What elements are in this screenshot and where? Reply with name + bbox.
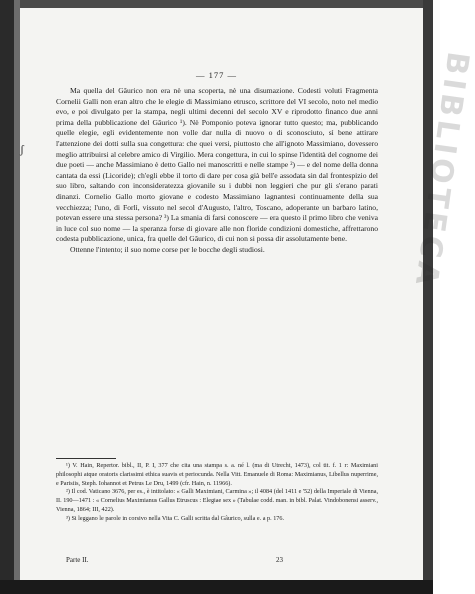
scan-edge-bottom <box>0 580 433 594</box>
signature-mark: Parte II. <box>66 556 89 564</box>
sheet-number: 23 <box>276 556 283 564</box>
body-text <box>56 86 378 256</box>
scan-edge-left <box>0 0 14 594</box>
page-header: — 177 — <box>196 70 237 80</box>
footnote: ²) Il cod. Vaticano 3676, per es., è intitolato: « Galli Maximiani, Carmina »; il 4084 (del 1411 e '52) della Imperiale di Vienna, II. 190—1471 : « Cornelius Maximianus Gallus Etruscus : Elegiae sex » (Tabulae codd. man. in bibl. Palat. Vindobonensi asserv., Vienna, 1864; III, 422). <box>56 488 378 513</box>
footnote: ¹) V. Hain, Repertor. bibl., II, P. I, 377 che cita una stampa s. a. né l. (ma di Utrecht, 1473), col tit. f. 1 r: Maximiani philosophi atque oratoris clarissimi ethica suavis et periocunda. Nella Vitt. Emanuele di Roma: Maximianus, Libellus nuperrime, e Parisiis, Steph. Iohannot et Petrus Le Dru, 1499 (cfr. Hain, n. 11966). <box>56 462 378 487</box>
margin-mark: ʃ <box>20 142 24 156</box>
scan-edge-left-shadow <box>14 0 20 594</box>
paragraph: Ma quella del Gâurico non era nè una scoperta, nè una disumazione. Codesti voluti Fragmenta Cornelii Galli non eran altro che le elegie di Massimiano etrusco, scrittore del VI secolo, noto nel medio evo, e poi divulgato per la stampa, negli ultimi decenni del secolo XV e riprodotto financo due anni prima della pubblicazione del Gâurico ¹). Nè Pomponio poteva ignorar tutto questo; ma, pubblicando quelle elegie, egli evidentemente non volle dar nulla di nuovo o di sconosciuto, sì bene attirare l'attenzione dei dotti sulla sua congettura: che quei versi, piuttosto che all'ignoto Massimiano, dovessero meglio attribuirsi al celebre amico di Virgilio. Mera congettura, in cui lo spinse l'identità del cognome dei due poeti — anche Massimiano è detto Gallo nei manoscritti e nelle stampe ²) — e del nome della donna cantata da essi (Licoride); ch'egli ebbe il torto di dare per cosa già bell'e assodata sin dal frontespizio del suo libro, saltando con inconsideratezza giovanile su i dubbi non leggieri che pur gli s'erano parati dinanzi. Cornelio Gallo morto giovane e codesto Massimiano lagnantesi continuamente della sua vecchiezza; l'uno, di Forlì, vissuto nel secol d'Augusto, l'altro, Toscano, adoperante un barbaro latino, potevan essere una stessa persona? ³) La smania di farsi conoscere — era questo il primo libro che veniva in luce col suo nome — la speranza forse di giovare alle non floride condizioni domestiche, affrettarono codesta pubblicazione, unica, fra quelle del Gâurico, di cui non si possa dir assolutamente bene. <box>56 86 378 244</box>
paragraph: Ottenne l'intento; il suo nome corse per le bocche degli studiosi. <box>70 244 265 254</box>
footnote-rule <box>56 458 116 459</box>
library-stamp-watermark: BIBLIOTECA <box>407 49 475 291</box>
scan-edge-top <box>0 0 433 8</box>
footnotes <box>56 462 378 524</box>
footnote: ³) Si leggano le parole in corsivo nella Vita C. Galli scritta dal Gâurico, sulla e. a p. 176. <box>66 514 285 522</box>
